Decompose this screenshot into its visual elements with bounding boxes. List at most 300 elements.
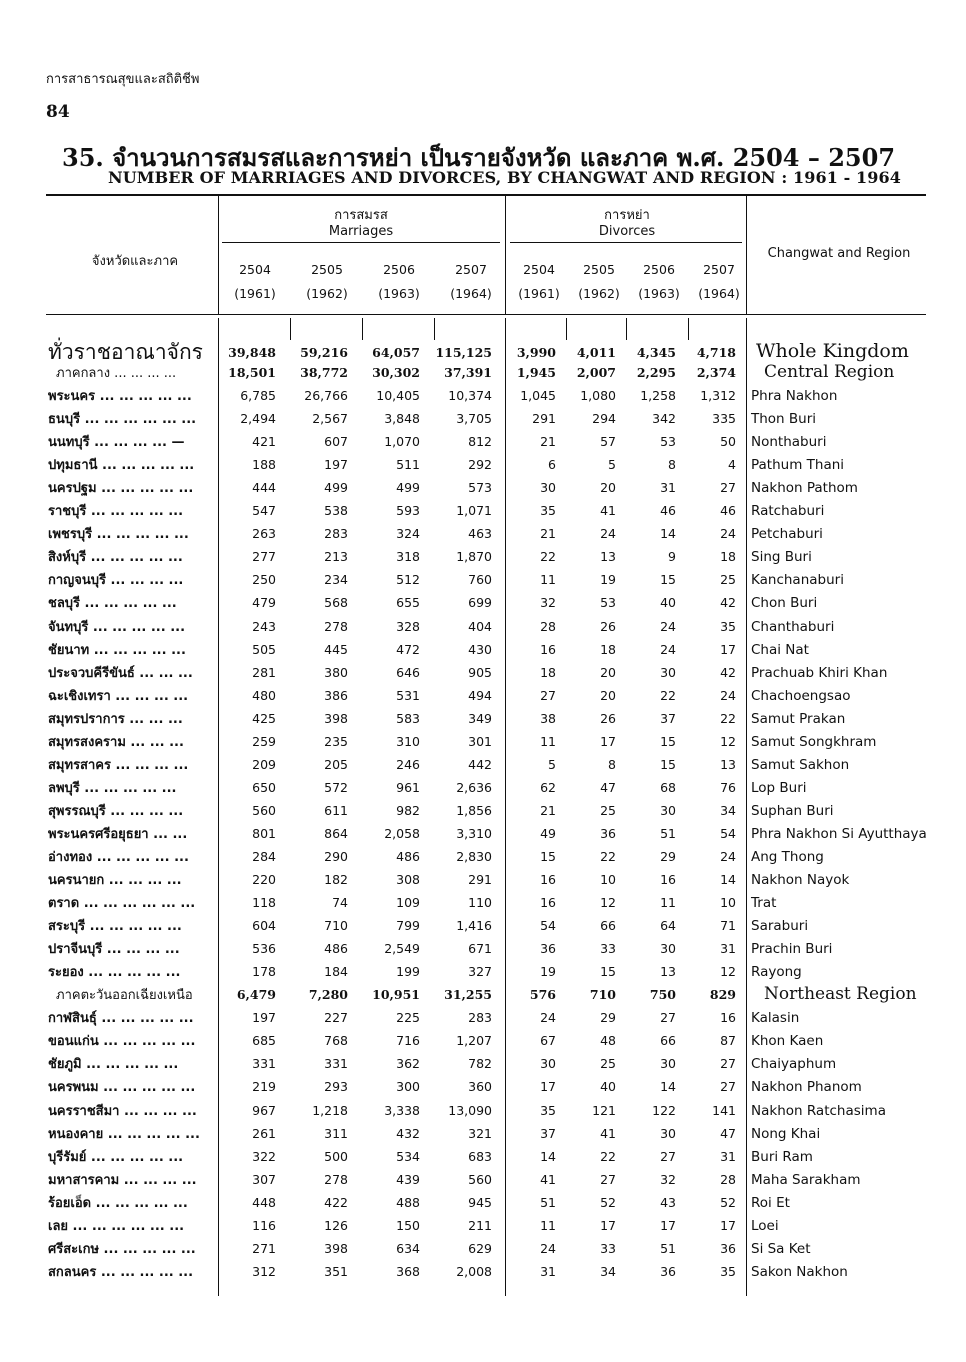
value-cell: 494 [468, 687, 492, 703]
value-cell: 573 [468, 480, 492, 496]
changwat-name-th: สระบุรี ... ... ... ... ... [48, 919, 182, 935]
value-cell: 38 [540, 710, 556, 726]
value-cell: 220 [252, 872, 276, 888]
value-cell: 64,057 [372, 345, 420, 360]
changwat-name-en: Samut Prakan [751, 710, 846, 727]
value-cell: 32 [660, 1171, 676, 1187]
changwat-name-en: Chaiyaphum [751, 1056, 837, 1073]
changwat-name-en: Prachuab Khiri Khan [751, 664, 888, 681]
value-cell: 17 [600, 733, 616, 749]
value-cell: 6,479 [236, 987, 276, 1003]
changwat-name-th: นครพนม ... ... ... ... ... [48, 1080, 196, 1096]
value-cell: 209 [252, 756, 276, 772]
value-cell: 26 [600, 618, 616, 634]
changwat-name-en: Nakhon Nayok [751, 872, 850, 889]
value-cell: 13 [600, 549, 616, 565]
year-header-2: 2505 [311, 262, 343, 277]
value-cell: 28 [720, 1171, 736, 1187]
value-cell: 646 [396, 664, 420, 680]
value-cell: 24 [600, 526, 616, 542]
value-cell: 1,258 [640, 388, 676, 404]
value-cell: 13 [660, 964, 676, 980]
value-cell: 425 [252, 710, 276, 726]
value-cell: 31 [720, 941, 736, 957]
changwat-name-en: Thon Buri [751, 411, 817, 428]
value-cell: 53 [660, 434, 676, 450]
value-cell: 327 [468, 964, 492, 980]
changwat-name-en: Samut Sakhon [751, 756, 850, 773]
changwat-name-en: Chanthaburi [751, 618, 835, 635]
value-cell: 24 [540, 1010, 556, 1026]
value-cell: 318 [396, 549, 420, 565]
changwat-name-en: Pathum Thani [751, 457, 845, 474]
value-cell: 801 [252, 825, 276, 841]
value-cell: 25 [720, 572, 736, 588]
value-cell: 576 [529, 987, 556, 1003]
changwat-name-th: พระนครศรีอยุธยา ... ... [48, 826, 188, 842]
value-cell: 604 [252, 918, 276, 934]
header-mid-divider [505, 196, 506, 314]
value-cell: 66 [660, 1033, 676, 1049]
year-ad-header-5: (1961) [518, 286, 560, 301]
value-cell: 50 [720, 434, 736, 450]
value-cell: 538 [324, 503, 348, 519]
changwat-name-en: Loei [751, 1217, 779, 1234]
table-row [46, 938, 926, 961]
year-header-5: 2504 [523, 262, 555, 277]
value-cell: 945 [468, 1194, 492, 1210]
changwat-name-th: ร้อยเอ็ด ... ... ... ... ... [48, 1195, 188, 1211]
value-cell: 36 [720, 1240, 736, 1256]
changwat-name-th: นครนายก ... ... ... ... [48, 873, 182, 889]
value-cell: 41 [540, 1171, 556, 1187]
value-cell: 16 [540, 641, 556, 657]
value-cell: 16 [720, 1010, 736, 1026]
value-cell: 799 [396, 918, 420, 934]
table-row [46, 1076, 926, 1099]
changwat-name-th: ชัยภูมิ ... ... ... ... ... [48, 1057, 179, 1073]
value-cell: 34 [600, 1263, 616, 1279]
changwat-name-th: ศรีสะเกษ ... ... ... ... ... [48, 1241, 196, 1257]
changwat-name-th: ทั่วราชอาณาจักร [48, 340, 203, 364]
changwat-name-th: ภาคตะวันออกเฉียงเหนือ [56, 988, 193, 1004]
table-row [46, 800, 926, 823]
value-cell: 52 [600, 1194, 616, 1210]
changwat-name-th: กาญจนบุรี ... ... ... ... [48, 573, 184, 589]
value-cell: 331 [324, 1056, 348, 1072]
table-row [46, 1261, 926, 1284]
value-cell: 43 [660, 1194, 676, 1210]
value-cell: 905 [468, 664, 492, 680]
value-cell: 17 [660, 1217, 676, 1233]
value-cell: 351 [324, 1263, 348, 1279]
year-header-6: 2505 [583, 262, 615, 277]
changwat-name-en: Lop Buri [751, 779, 807, 796]
value-cell: 321 [468, 1125, 492, 1141]
table-title-thai: 35. จำนวนการสมรสและการหย่า เป็นรายจังหวัด และภาค พ.ศ. 2504 – 2507 [62, 143, 896, 172]
changwat-name-en: Saraburi [751, 918, 809, 935]
value-cell: 982 [396, 802, 420, 818]
value-cell: 6,785 [240, 388, 276, 404]
table-row [46, 823, 926, 846]
value-cell: 213 [324, 549, 348, 565]
value-cell: 15 [660, 572, 676, 588]
value-cell: 25 [600, 1056, 616, 1072]
value-cell: 710 [589, 987, 616, 1003]
value-cell: 76 [720, 779, 736, 795]
value-cell: 13,090 [448, 1102, 492, 1118]
value-cell: 3,310 [456, 825, 492, 841]
value-cell: 1,870 [456, 549, 492, 565]
value-cell: 46 [660, 503, 676, 519]
value-cell: 211 [468, 1217, 492, 1233]
changwat-name-en: Phra Nakhon Si Ayutthaya [751, 825, 927, 842]
changwat-name-en: Ang Thong [751, 848, 824, 865]
value-cell: 25 [600, 802, 616, 818]
table-row [46, 342, 926, 362]
value-cell: 300 [396, 1079, 420, 1095]
value-cell: 197 [252, 1010, 276, 1026]
value-cell: 335 [712, 411, 736, 427]
value-cell: 271 [252, 1240, 276, 1256]
value-cell: 11 [660, 895, 676, 911]
value-cell: 24 [720, 848, 736, 864]
changwat-name-th: เพชรบุรี ... ... ... ... ... [48, 527, 189, 543]
changwat-name-en: Maha Sarakham [751, 1171, 861, 1188]
value-cell: 961 [396, 779, 420, 795]
year-header-8: 2507 [703, 262, 735, 277]
value-cell: 197 [324, 457, 348, 473]
value-cell: 62 [540, 779, 556, 795]
table-title-english: NUMBER OF MARRIAGES AND DIVORCES, BY CHANGWAT AND REGION : 1961 - 1964 [108, 168, 901, 187]
value-cell: 24 [540, 1240, 556, 1256]
column-header-changwat-en: Changwat and Region [767, 246, 911, 261]
changwat-name-th: หนองคาย ... ... ... ... ... [48, 1126, 200, 1142]
value-cell: 22 [540, 549, 556, 565]
value-cell: 35 [540, 1102, 556, 1118]
year-header-3: 2506 [383, 262, 415, 277]
changwat-name-th: ขอนแก่น ... ... ... ... ... [48, 1034, 196, 1050]
value-cell: 10,405 [376, 388, 420, 404]
value-cell: 655 [396, 595, 420, 611]
value-cell: 10 [600, 872, 616, 888]
table-row [46, 961, 926, 984]
value-cell: 486 [396, 848, 420, 864]
value-cell: 1,045 [520, 388, 556, 404]
changwat-name-en: Kanchanaburi [751, 572, 844, 589]
changwat-name-th: สิงห์บุรี ... ... ... ... ... [48, 550, 183, 566]
value-cell: 463 [468, 526, 492, 542]
value-cell: 322 [252, 1148, 276, 1164]
changwat-name-th: กาฬสินธุ์ ... ... ... ... ... [48, 1011, 194, 1027]
changwat-name-en: Petchaburi [751, 526, 823, 543]
changwat-name-th: นครปฐม ... ... ... ... ... [48, 481, 194, 497]
value-cell: 37 [540, 1125, 556, 1141]
table-row [46, 1238, 926, 1261]
changwat-name-th: ตราด ... ... ... ... ... ... [48, 896, 196, 912]
value-cell: 261 [252, 1125, 276, 1141]
year-ad-header-8: (1964) [698, 286, 740, 301]
year-ad-header-7: (1963) [638, 286, 680, 301]
value-cell: 54 [720, 825, 736, 841]
value-cell: 30,302 [372, 365, 420, 380]
value-cell: 716 [396, 1033, 420, 1049]
value-cell: 683 [468, 1148, 492, 1164]
value-cell: 116 [252, 1217, 276, 1233]
value-cell: 21 [540, 526, 556, 542]
value-cell: 41 [600, 1125, 616, 1141]
value-cell: 199 [396, 964, 420, 980]
value-cell: 472 [396, 641, 420, 657]
value-cell: 8 [608, 756, 616, 772]
value-cell: 5 [548, 756, 556, 772]
data-table [46, 342, 926, 1284]
body-divider-3 [434, 318, 435, 340]
value-cell: 368 [396, 1263, 420, 1279]
table-row [46, 362, 926, 385]
value-cell: 290 [324, 848, 348, 864]
column-header-changwat-th: จังหวัดและภาค [91, 254, 179, 269]
value-cell: 27 [720, 1079, 736, 1095]
divorces-header-en: Divorces [598, 224, 656, 239]
value-cell: 22 [600, 1148, 616, 1164]
value-cell: 16 [540, 872, 556, 888]
value-cell: 560 [252, 802, 276, 818]
value-cell: 331 [252, 1056, 276, 1072]
value-cell: 126 [324, 1217, 348, 1233]
changwat-name-en: Chon Buri [751, 595, 818, 612]
value-cell: 109 [396, 895, 420, 911]
year-ad-header-4: (1964) [450, 286, 492, 301]
changwat-name-th: ฉะเชิงเทรา ... ... ... ... [48, 688, 189, 704]
value-cell: 49 [540, 825, 556, 841]
value-cell: 444 [252, 480, 276, 496]
value-cell: 328 [396, 618, 420, 634]
value-cell: 31 [540, 1263, 556, 1279]
value-cell: 27 [660, 1148, 676, 1164]
value-cell: 398 [324, 1240, 348, 1256]
changwat-name-th: ธนบุรี ... ... ... ... ... ... [48, 412, 197, 428]
value-cell: 1,312 [700, 388, 736, 404]
year-ad-header-2: (1962) [306, 286, 348, 301]
header-left-divider [218, 196, 219, 314]
table-row [46, 869, 926, 892]
table-row [46, 408, 926, 431]
table-row [46, 777, 926, 800]
value-cell: 234 [324, 572, 348, 588]
value-cell: 479 [252, 595, 276, 611]
value-cell: 36 [540, 941, 556, 957]
value-cell: 2,494 [240, 411, 276, 427]
value-cell: 324 [396, 526, 420, 542]
value-cell: 35 [720, 1263, 736, 1279]
value-cell: 19 [540, 964, 556, 980]
value-cell: 122 [652, 1102, 676, 1118]
value-cell: 486 [324, 941, 348, 957]
value-cell: 36 [660, 1263, 676, 1279]
value-cell: 246 [396, 756, 420, 772]
value-cell: 48 [600, 1033, 616, 1049]
value-cell: 500 [324, 1148, 348, 1164]
value-cell: 22 [720, 710, 736, 726]
value-cell: 512 [396, 572, 420, 588]
changwat-name-th: นครราชสีมา ... ... ... ... [48, 1103, 197, 1119]
value-cell: 71 [720, 918, 736, 934]
value-cell: 51 [660, 825, 676, 841]
table-row [46, 1169, 926, 1192]
value-cell: 35 [540, 503, 556, 519]
value-cell: 750 [649, 987, 676, 1003]
value-cell: 294 [592, 411, 616, 427]
changwat-name-en: Ratchaburi [751, 503, 825, 520]
value-cell: 511 [396, 457, 420, 473]
value-cell: 12 [720, 964, 736, 980]
value-cell: 301 [468, 733, 492, 749]
value-cell: 32 [540, 595, 556, 611]
value-cell: 24 [660, 641, 676, 657]
changwat-name-en: Chai Nat [751, 641, 809, 658]
value-cell: 67 [540, 1033, 556, 1049]
changwat-name-th: อ่างทอง ... ... ... ... ... [48, 849, 189, 865]
value-cell: 292 [468, 457, 492, 473]
value-cell: 7,280 [308, 987, 348, 1003]
value-cell: 263 [252, 526, 276, 542]
value-cell: 685 [252, 1033, 276, 1049]
value-cell: 182 [324, 872, 348, 888]
value-cell: 18,501 [228, 365, 276, 380]
value-cell: 118 [252, 895, 276, 911]
value-cell: 27 [720, 480, 736, 496]
year-ad-header-1: (1961) [234, 286, 276, 301]
changwat-name-en: Khon Kaen [751, 1033, 824, 1050]
value-cell: 531 [396, 687, 420, 703]
year-ad-header-6: (1962) [578, 286, 620, 301]
table-row [46, 477, 926, 500]
changwat-name-en: Buri Ram [751, 1148, 813, 1165]
value-cell: 22 [600, 848, 616, 864]
value-cell: 31,255 [444, 987, 492, 1003]
value-cell: 386 [324, 687, 348, 703]
value-cell: 4,345 [636, 345, 676, 360]
changwat-name-th: ประจวบคีรีขันธ์ ... ... ... [48, 665, 193, 681]
value-cell: 21 [540, 434, 556, 450]
value-cell: 442 [468, 756, 492, 772]
table-row [46, 1030, 926, 1053]
value-cell: 42 [720, 664, 736, 680]
value-cell: 110 [468, 895, 492, 911]
value-cell: 27 [600, 1171, 616, 1187]
value-cell: 281 [252, 664, 276, 680]
value-cell: 342 [652, 411, 676, 427]
value-cell: 18 [600, 641, 616, 657]
value-cell: 499 [396, 480, 420, 496]
changwat-name-th: สมุทรสงคราม ... ... ... [48, 734, 184, 750]
running-header: การสาธารณสุขและสถิติชีพ [46, 72, 200, 87]
value-cell: 1,207 [456, 1033, 492, 1049]
table-row [46, 731, 926, 754]
value-cell: 6 [548, 457, 556, 473]
table-row [46, 892, 926, 915]
changwat-name-th: ราชบุรี ... ... ... ... ... [48, 504, 184, 520]
value-cell: 812 [468, 434, 492, 450]
value-cell: 710 [324, 918, 348, 934]
value-cell: 178 [252, 964, 276, 980]
value-cell: 16 [660, 872, 676, 888]
value-cell: 439 [396, 1171, 420, 1187]
value-cell: 10 [720, 895, 736, 911]
value-cell: 17 [600, 1217, 616, 1233]
value-cell: 52 [720, 1194, 736, 1210]
table-row [46, 1192, 926, 1215]
value-cell: 15 [600, 964, 616, 980]
value-cell: 259 [252, 733, 276, 749]
value-cell: 283 [324, 526, 348, 542]
value-cell: 398 [324, 710, 348, 726]
marriages-header-th: การสมรส [334, 208, 388, 223]
value-cell: 18 [720, 549, 736, 565]
value-cell: 13 [720, 756, 736, 772]
table-row [46, 846, 926, 869]
changwat-name-th: สมุทรปราการ ... ... ... [48, 711, 183, 727]
value-cell: 5 [608, 457, 616, 473]
value-cell: 40 [660, 595, 676, 611]
value-cell: 307 [252, 1171, 276, 1187]
header-bottom-rule [46, 314, 926, 315]
value-cell: 14 [660, 526, 676, 542]
value-cell: 41 [600, 503, 616, 519]
changwat-name-en: Prachin Buri [751, 941, 833, 958]
value-cell: 284 [252, 848, 276, 864]
table-row [46, 616, 926, 639]
value-cell: 30 [660, 1056, 676, 1072]
changwat-name-en: Sing Buri [751, 549, 812, 566]
value-cell: 421 [252, 434, 276, 450]
value-cell: 64 [660, 918, 676, 934]
value-cell: 2,374 [696, 365, 736, 380]
changwat-name-en: Whole Kingdom [756, 340, 909, 362]
table-row [46, 454, 926, 477]
table-row [46, 754, 926, 777]
changwat-name-en: Chachoengsao [751, 687, 851, 704]
value-cell: 27 [660, 1010, 676, 1026]
value-cell: 536 [252, 941, 276, 957]
value-cell: 3,990 [516, 345, 556, 360]
value-cell: 39,848 [228, 345, 276, 360]
top-thick-rule [46, 194, 926, 196]
value-cell: 534 [396, 1148, 420, 1164]
body-divider-7 [688, 318, 689, 340]
value-cell: 20 [600, 664, 616, 680]
changwat-name-en: Nonthaburi [751, 434, 827, 451]
table-row [46, 546, 926, 569]
value-cell: 31 [660, 480, 676, 496]
value-cell: 312 [252, 1263, 276, 1279]
table-row [46, 915, 926, 938]
value-cell: 488 [396, 1194, 420, 1210]
value-cell: 14 [660, 1079, 676, 1095]
changwat-name-en: Trat [751, 895, 777, 912]
value-cell: 634 [396, 1240, 420, 1256]
value-cell: 121 [592, 1102, 616, 1118]
changwat-name-th: ชลบุรี ... ... ... ... ... [48, 596, 177, 612]
value-cell: 1,070 [384, 434, 420, 450]
changwat-name-th: ลพบุรี ... ... ... ... ... [48, 780, 177, 796]
changwat-name-en: Nakhon Phanom [751, 1079, 862, 1096]
value-cell: 12 [600, 895, 616, 911]
value-cell: 308 [396, 872, 420, 888]
value-cell: 51 [540, 1194, 556, 1210]
value-cell: 560 [468, 1171, 492, 1187]
